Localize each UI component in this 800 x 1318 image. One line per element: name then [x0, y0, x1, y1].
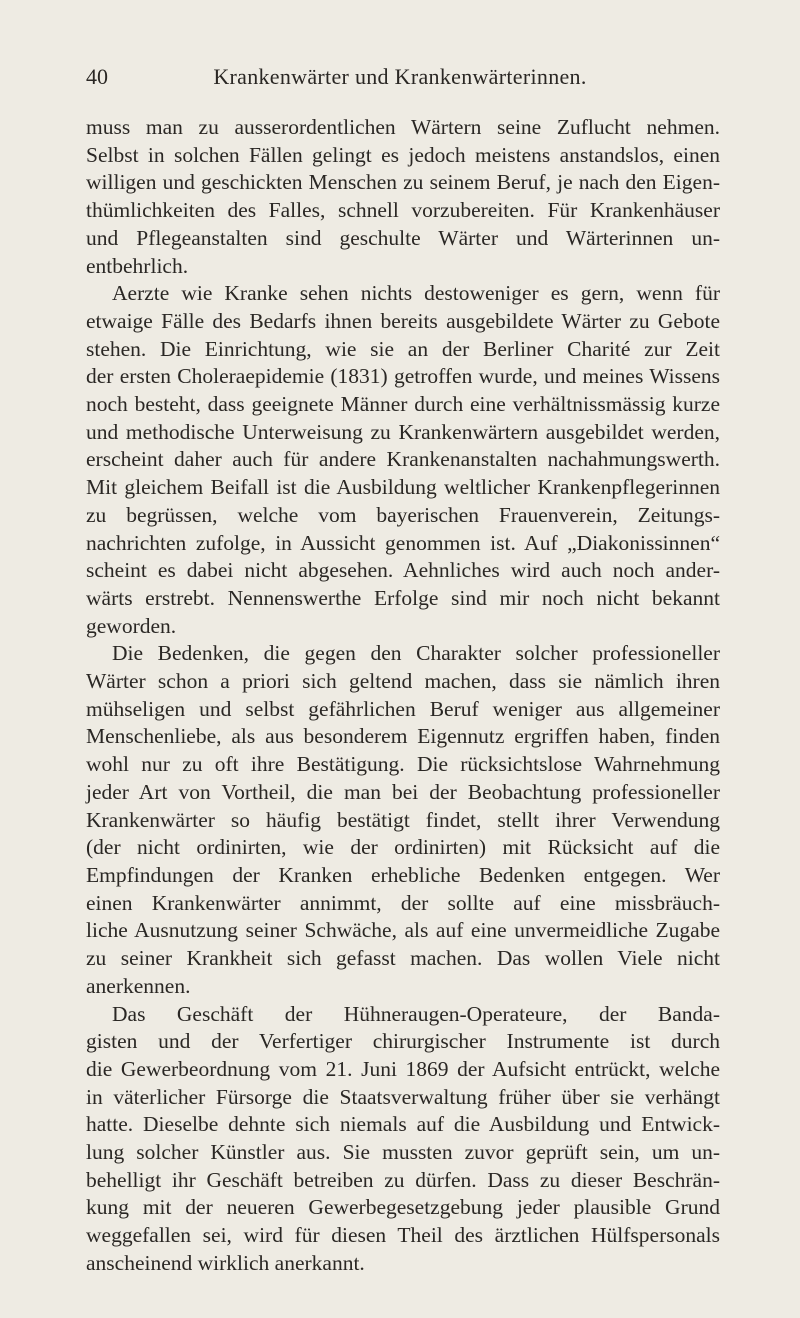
body-text: [86, 114, 720, 1278]
text-line: scheint es dabei nicht abgesehen. Aehnliches wird auch noch ander-: [86, 558, 720, 583]
text-line: nachrichten zufolge, in Aussicht genommen ist. Auf „Diakonissinnen“: [86, 530, 720, 555]
text-line: Die Bedenken, die gegen den Charakter solcher professioneller: [112, 641, 720, 666]
text-line: stehen. Die Einrichtung, wie sie an der Berliner Charité zur Zeit: [86, 336, 720, 361]
page-number: 40: [86, 64, 108, 89]
text-line: anerkennen.: [86, 973, 191, 998]
running-head: [86, 62, 714, 92]
text-line: entbehrlich.: [86, 253, 189, 278]
text-line: wohl nur zu oft ihre Bestätigung. Die rücksichtslose Wahrnehmung: [86, 752, 720, 777]
text-line: lung solcher Künstler aus. Sie mussten zuvor geprüft sein, um un-: [86, 1140, 720, 1165]
text-line: jeder Art von Vortheil, die man bei der Beobachtung professioneller: [86, 779, 720, 804]
text-line: zu begrüssen, welche vom bayerischen Frauenverein, Zeitungs-: [86, 502, 720, 527]
text-line: Wärter schon a priori sich geltend machen, dass sie nämlich ihren: [86, 669, 720, 694]
text-line: Das Geschäft der Hühneraugen-Operateure, der Banda-: [112, 1001, 720, 1026]
text-line: thümlichkeiten des Falles, schnell vorzubereiten. Für Krankenhäuser: [86, 198, 720, 223]
text-line: erscheint daher auch für andere Krankenanstalten nachahmungswerth.: [86, 447, 720, 472]
text-line: zu seiner Krankheit sich gefasst machen. Das wollen Viele nicht: [86, 946, 720, 971]
text-line: liche Ausnutzung seiner Schwäche, als auf eine unvermeidliche Zugabe: [86, 918, 720, 943]
text-line: noch besteht, dass geeignete Männer durch eine verhältnissmässig kurze: [86, 392, 720, 417]
text-line: und methodische Unterweisung zu Krankenwärtern ausgebildet werden,: [86, 419, 720, 444]
text-line: die Gewerbeordnung vom 21. Juni 1869 der Aufsicht entrückt, welche: [86, 1056, 720, 1081]
text-line: der ersten Choleraepidemie (1831) getroffen wurde, und meines Wissens: [86, 364, 720, 389]
text-line: geworden.: [86, 613, 177, 638]
text-line: mühseligen und selbst gefährlichen Beruf weniger aus allgemeiner: [86, 696, 720, 721]
text-line: (der nicht ordinirten, wie der ordinirten) mit Rücksicht auf die: [86, 835, 720, 860]
text-line: in väterlicher Fürsorge die Staatsverwaltung früher über sie verhängt: [86, 1084, 720, 1109]
text-line: muss man zu ausserordentlichen Wärtern seine Zuflucht nehmen.: [86, 115, 720, 139]
text-line: hatte. Dieselbe dehnte sich niemals auf die Ausbildung und Entwick-: [86, 1112, 720, 1137]
text-line: einen Krankenwärter annimmt, der sollte auf eine missbräuch-: [86, 890, 720, 915]
text-line: Aerzte wie Kranke sehen nichts destoweniger es gern, wenn für: [112, 281, 720, 306]
text-line: kung mit der neueren Gewerbegesetzgebung jeder plausible Grund: [86, 1195, 720, 1220]
text-line: anscheinend wirklich anerkannt.: [86, 1250, 365, 1275]
text-line: Krankenwärter so häufig bestätigt findet, stellt ihrer Verwendung: [86, 807, 720, 832]
text-line: wärts erstrebt. Nennenswerthe Erfolge sind mir noch nicht bekannt: [86, 585, 720, 610]
text-line: Empfindungen der Kranken erhebliche Bedenken entgegen. Wer: [86, 862, 720, 887]
text-line: willigen und geschickten Menschen zu seinem Beruf, je nach den Eigen-: [86, 170, 720, 195]
text-line: etwaige Fälle des Bedarfs ihnen bereits ausgebildete Wärter zu Gebote: [86, 308, 720, 333]
page-header-title: Krankenwärter und Krankenwärterinnen.: [213, 64, 587, 89]
text-line: gisten und der Verfertiger chirurgischer Instrumente ist durch: [86, 1029, 720, 1054]
text-line: Menschenliebe, als aus besonderem Eigennutz ergriffen haben, finden: [86, 724, 720, 749]
text-line: Mit gleichem Beifall ist die Ausbildung weltlicher Krankenpflegerinnen: [86, 475, 720, 500]
text-line: und Pflegeanstalten sind geschulte Wärter und Wärterinnen un-: [86, 225, 720, 250]
text-line: weggefallen sei, wird für diesen Theil des ärztlichen Hülfspersonals: [86, 1223, 720, 1248]
text-line: behelligt ihr Geschäft betreiben zu dürfen. Dass zu dieser Beschrän-: [86, 1167, 720, 1192]
text-line: Selbst in solchen Fällen gelingt es jedoch meistens anstandslos, einen: [86, 142, 720, 167]
